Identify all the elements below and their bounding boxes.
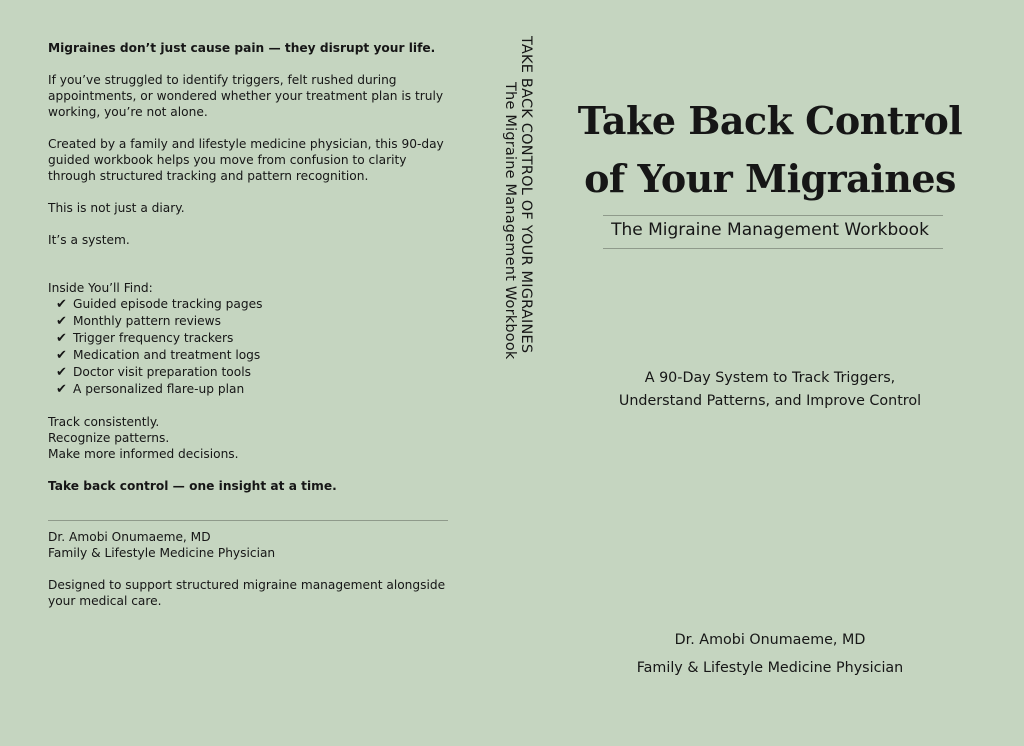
feature-item: ✔ Doctor visit preparation tools (56, 365, 251, 380)
inside-heading: Inside You’ll Find: (48, 281, 153, 295)
front-tagline-line-1: A 90-Day System to Track Triggers, (644, 370, 896, 386)
step-1: Track consistently. (48, 415, 160, 429)
back-cover (48, 40, 448, 609)
feature-item: ✔ Trigger frequency trackers (56, 331, 234, 346)
subtitle-rule-bottom (603, 248, 943, 249)
step-2: Recognize patterns. (48, 431, 170, 445)
check-icon: ✔ (56, 382, 67, 397)
step-3: Make more informed decisions. (48, 447, 239, 461)
front-author (556, 626, 984, 682)
front-author-name: Dr. Amobi Onumaeme, MD (674, 632, 866, 648)
front-tagline (556, 367, 984, 413)
back-line-2: It’s a system. (48, 233, 130, 247)
subtitle-rule-top (603, 215, 943, 216)
spine-text (502, 36, 534, 360)
check-icon: ✔ (56, 297, 67, 312)
front-title (556, 92, 984, 208)
back-disclaimer: Designed to support structured migraine management alongside your medical care. (48, 578, 446, 608)
back-author-name: Dr. Amobi Onumaeme, MD (48, 530, 211, 544)
feature-item: ✔ A personalized flare-up plan (56, 382, 245, 397)
check-icon: ✔ (56, 314, 67, 329)
back-headline: Migraines don’t just cause pain — they disrupt your life. (48, 41, 436, 55)
front-title-line-1: Take Back Control (577, 98, 963, 143)
feature-list (48, 296, 448, 398)
feature-item: ✔ Medication and treatment logs (56, 348, 261, 363)
back-paragraph-1: If you’ve struggled to identify triggers, felt rushed during appointments, or wondered whether your treatment plan is truly working, you’re not alone. (48, 73, 444, 119)
back-paragraph-2: Created by a family and lifestyle medicine physician, this 90-day guided workbook helps you move from confusion to clarity through structured tracking and pattern recognition. (48, 137, 444, 183)
back-line-1: This is not just a diary. (48, 201, 185, 215)
front-tagline-line-2: Understand Patterns, and Improve Control (618, 393, 922, 409)
feature-item: ✔ Guided episode tracking pages (56, 297, 263, 312)
back-author-title: Family & Lifestyle Medicine Physician (48, 546, 276, 560)
back-closing: Take back control — one insight at a time. (48, 479, 337, 493)
front-author-title: Family & Lifestyle Medicine Physician (636, 660, 904, 676)
front-title-line-2: of Your Migraines (584, 156, 956, 201)
feature-item: ✔ Monthly pattern reviews (56, 314, 221, 329)
check-icon: ✔ (56, 348, 67, 363)
front-subtitle: The Migraine Management Workbook (611, 220, 929, 240)
check-icon: ✔ (56, 331, 67, 346)
back-divider (48, 520, 448, 521)
spine-subtitle: The Migraine Management Workbook (502, 82, 518, 360)
spine (500, 0, 534, 746)
check-icon: ✔ (56, 365, 67, 380)
front-cover (556, 0, 984, 746)
spine-title: TAKE BACK CONTROL OF YOUR MIGRAINES (518, 36, 534, 354)
